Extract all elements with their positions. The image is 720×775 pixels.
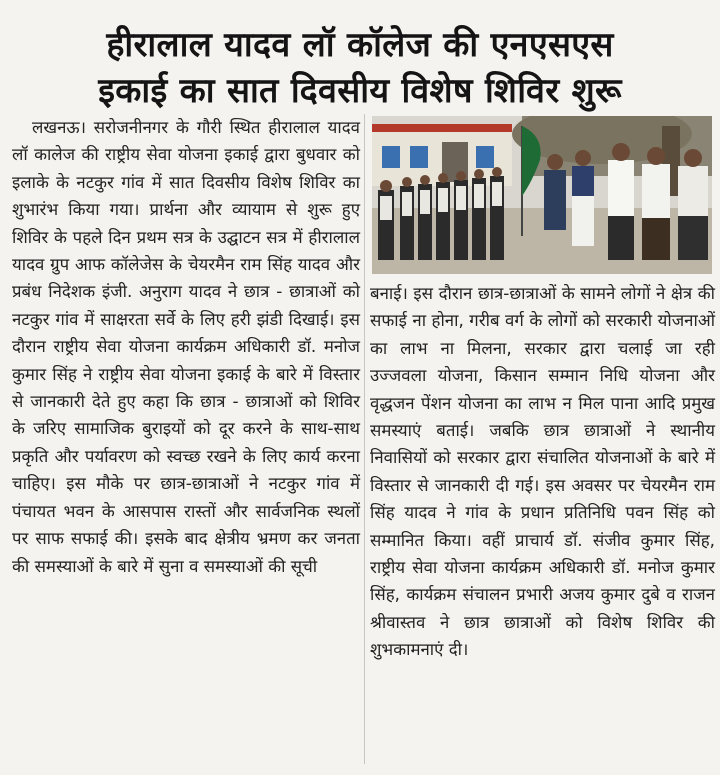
article-left-text: लखनऊ। सरोजनीनगर के गौरी स्थित हीरालाल यादव लॉ कालेज की राष्ट्रीय सेवा योजना इकाई द्वारा बुधवार को इलाके के नटकुर गांव में सात दिवसीय विशेष शिविर का शुभारंभ किया गया। प्रार्थना और व्यायाम से शुरू हुए शिविर के पहले दिन प्रथम सत्र के उद्घाटन सत्र में हीरालाल यादव ग्रुप आफ कॉलेजेस के चेयरमैन राम सिंह यादव और प्रबंध निदेशक इंजी. अनुराग यादव ने छात्र - छात्राओं को नटकुर गांव में साक्षरता सर्वे के लिए हरी झंडी दिखाई। इस दौरान राष्ट्रीय सेवा योजना कार्यक्रम अधिकारी डॉ. मनोज कुमार सिंह ने राष्ट्रीय सेवा योजना इकाई के बारे में विस्तार से जानकारी देते हुए कहा कि छात्र - छात्राओं को शिविर के जरिए सामाजिक बुराइयों को दूर करने के साथ-साथ प्रकृति और पर्यावरण को स्वच्छ रखने के लिए कार्य करना चाहिए। इस मौके पर छात्र-छात्राओं ने नटकुर गांव में पंचायत भवन के आसपास रास्तों और सार्वजनिक स्थलों पर साफ सफाई की। इसके बाद क्षेत्रीय भ्रमण कर जनता की समस्याओं के बारे में सुना व समस्याओं की सूची [12,117,361,576]
headline [0,22,720,114]
article-right-column [370,280,715,760]
article-left-column [12,114,360,764]
article-right-text: बनाई। इस दौरान छात्र-छात्राओं के सामने लोगों ने क्षेत्र की सफाई ना होना, गरीब वर्ग के लोगों को सरकारी योजनाओं का लाभ ना मिलना, सरकार द्वारा चलाई जा रही उज्जवला योजना, किसान सम्मान निधि योजना और वृद्धजन पेंशन योजना का लाभ न मिल पाना आदि प्रमुख समस्याएं बताई। जबकि छात्र छात्राओं ने स्थानीय निवासियों को सरकार द्वारा संचालित योजनाओं के बारे में विस्तार से जानकारी दी गई। इस अवसर पर चेयरमैन राम सिंह यादव ने गांव के प्रधान प्रतिनिधि पवन सिंह को सम्मानित किया। वहीं प्राचार्य डॉ. संजीव कुमार सिंह, राष्ट्रीय सेवा योजना कार्यक्रम अधिकारी डॉ. मनोज कुमार सिंह, कार्यक्रम संचालन प्रभारी अजय कुमार दुबे व राजन श्रीवास्तव ने छात्र छात्राओं को विशेष शिविर की शुभकामनाएं दी। [370,283,715,660]
headline-line-1: हीरालाल यादव लॉ कॉलेज की एनएसएस [106,25,614,65]
event-photo-illustration [372,116,712,274]
event-photo [372,116,712,274]
column-divider [364,114,365,764]
headline-line-2: इकाई का सात दिवसीय विशेष शिविर शुरू [98,71,622,111]
